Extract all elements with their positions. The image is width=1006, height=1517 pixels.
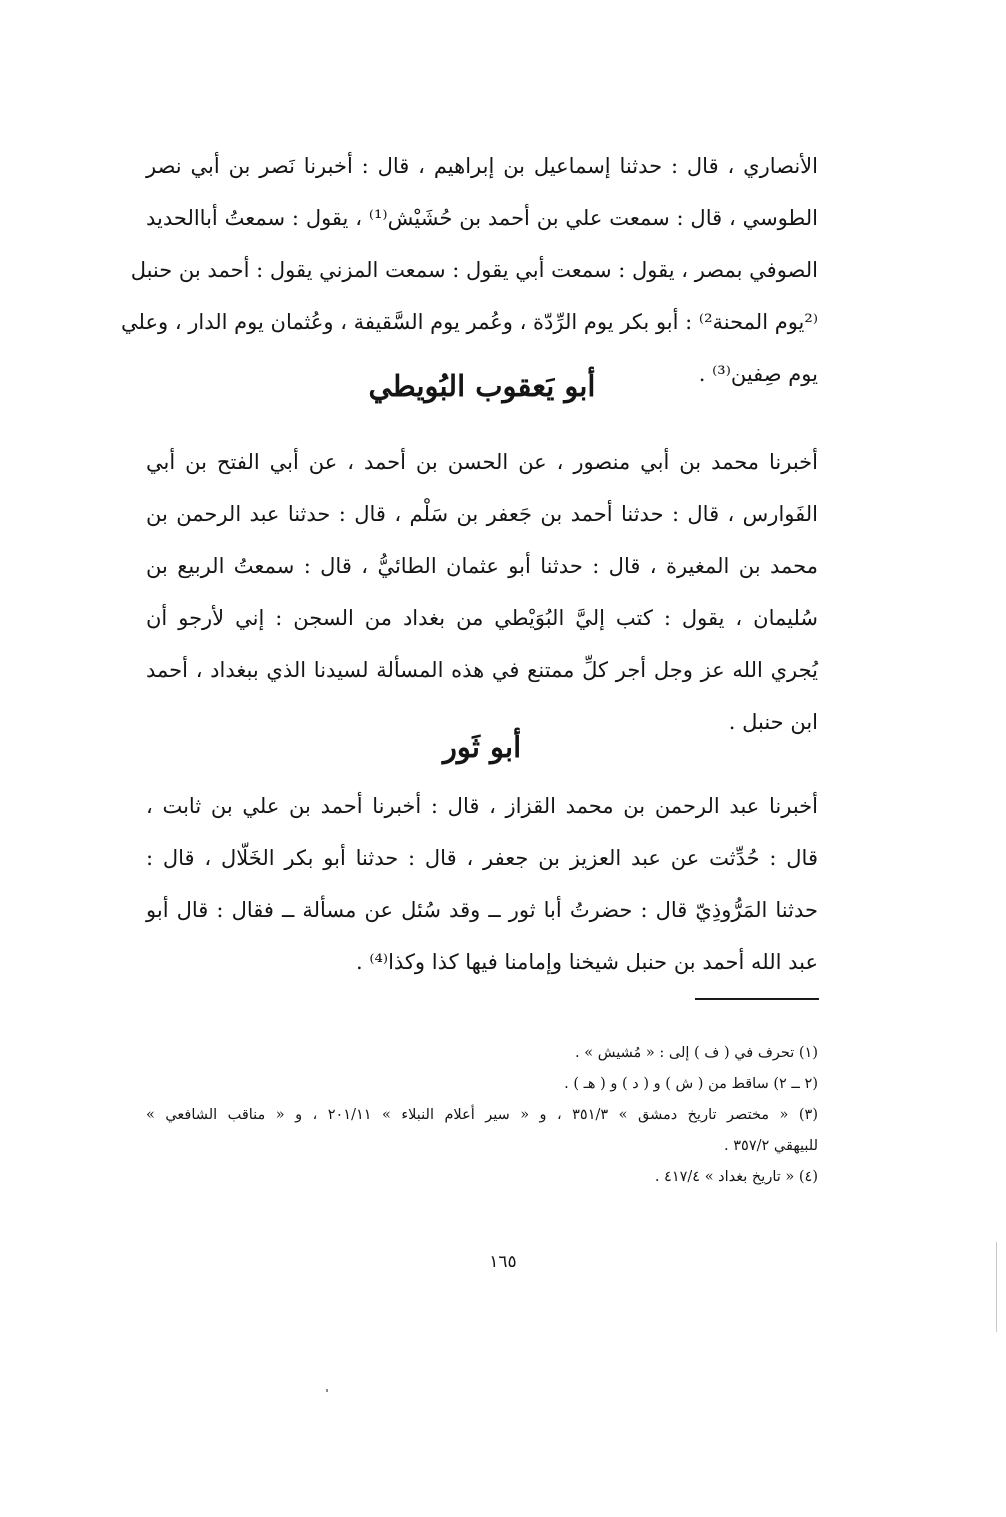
text-line: عبد الله أحمد بن حنبل شيخنا وإمامنا فيها كذا وكذا⁽⁴⁾ . <box>355 950 818 974</box>
footnote: (٢ ــ ٢) ساقط من ( ش ) و ( د ) و ( هـ ) . <box>564 1076 818 1092</box>
text-line: يوم صِفين⁽³⁾ . <box>698 362 818 386</box>
paragraph-buwayti <box>146 436 818 748</box>
text-line: ⁽²يوم المحنة²⁾ : أبو بكر يوم الرِّدّة ، وعُمر يوم السَّقيفة ، وعُثمان يوم الدار ، وعلي <box>121 310 818 334</box>
footnote-separator <box>695 998 819 1000</box>
scan-speck <box>996 1242 997 1332</box>
paragraph-opening <box>121 140 818 400</box>
text-line: أخبرنا عبد الرحمن بن محمد القزاز ، قال : أخبرنا أحمد بن علي بن ثابت ، <box>146 794 818 818</box>
text-line: يُجري الله عز وجل أجر كلِّ ممتنع في هذه المسألة لسيدنا الذي ببغداد ، أحمد <box>146 658 818 682</box>
scan-speck <box>326 1389 328 1392</box>
footnote: (١) تحرف في ( ف ) إلى : « مُشيش » . <box>575 1045 818 1061</box>
section-heading-abu-thawr: أبو ثَور <box>442 730 522 764</box>
text-line: الأنصاري ، قال : حدثنا إسماعيل بن إبراهيم ، قال : أخبرنا نَصر بن أبي نصر <box>146 154 818 178</box>
text-line: الصوفي بمصر ، يقول : سمعت أبي يقول : سمعت المزني يقول : أحمد بن حنبل <box>130 258 818 282</box>
text-line: قال : حُدِّثت عن عبد العزيز بن جعفر ، قال : حدثنا أبو بكر الخَلّال ، قال : <box>146 846 818 870</box>
footnote-continuation: للبيهقي ٣٥٧/٢ . <box>724 1138 818 1154</box>
text-line: سُليمان ، يقول : كتب إليَّ البُوَيْطي من بغداد من السجن : إني لأرجو أن <box>146 606 818 630</box>
text-line: حدثنا المَرُّوذِيّ قال : حضرتُ أبا ثور ــ وقد سُئل عن مسألة ــ فقال : قال أبو <box>146 898 818 922</box>
text-line: الطوسي ، قال : سمعت علي بن أحمد بن حُشَيْش⁽¹⁾ ، يقول : سمعتُ أباالحديد <box>146 206 818 230</box>
text-line: أخبرنا محمد بن أبي منصور ، عن الحسن بن أحمد ، عن أبي الفتح بن أبي <box>146 450 818 474</box>
text-line: محمد بن المغيرة ، قال : حدثنا أبو عثمان الطائيُّ ، قال : سمعتُ الربيع بن <box>146 554 818 578</box>
footnote: (٤) « تاريخ بغداد » ٤١٧/٤ . <box>654 1169 818 1185</box>
text-line: ابن حنبل . <box>728 710 818 734</box>
footnotes <box>146 1038 818 1193</box>
page-number: ١٦٥ <box>489 1252 517 1272</box>
footnote: (٣) « مختصر تاريخ دمشق » ٣٥١/٣ ، و « سير أعلام النبلاء » ٢٠١/١١ ، و « مناقب الشافعي » <box>146 1107 818 1123</box>
paragraph-abu-thawr <box>146 780 818 988</box>
section-heading-buwayti: أبو يَعقوب البُويطي <box>368 369 596 403</box>
text-line: الفَوارس ، قال : حدثنا أحمد بن جَعفر بن سَلْم ، قال : حدثنا عبد الرحمن بن <box>146 502 818 526</box>
